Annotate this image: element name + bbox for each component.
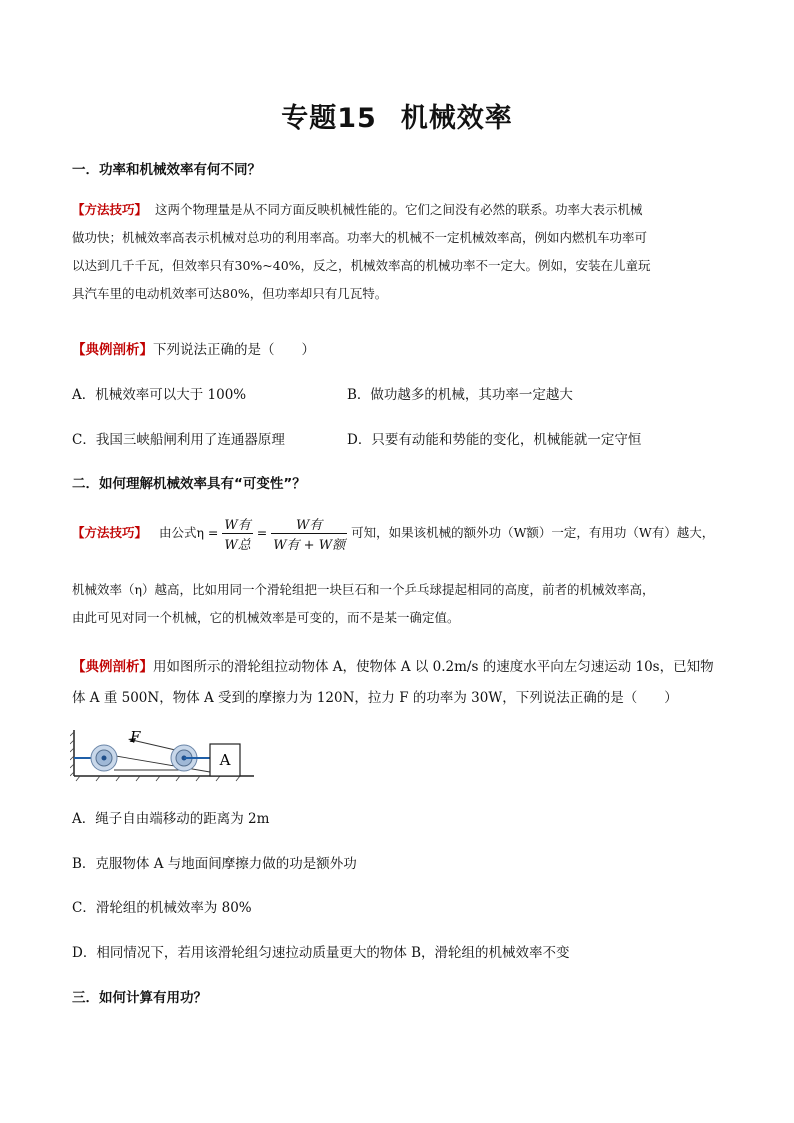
formula-eq: = bbox=[256, 525, 268, 540]
s1-option-d: D．只要有动能和势能的变化，机械能就一定守恒 bbox=[347, 432, 642, 448]
section-3-heading: 三．如何计算有用功？ bbox=[72, 990, 207, 1006]
s1-option-c: C．我国三峡船闸利用了连通器原理 bbox=[72, 432, 285, 448]
s2-example-text-1: 用如图所示的滑轮组拉动物体 A，使物体 A 以 0.2m/s 的速度水平向左匀速运动 10s，已知物 bbox=[153, 659, 714, 675]
s2-option-a: A．绳子自由端移动的距离为 2m bbox=[72, 811, 270, 827]
s2-formula-suffix: 可知，如果该机械的额外功（W额）一定，有用功（W有）越大， bbox=[351, 525, 715, 540]
pulley-figure bbox=[70, 726, 260, 782]
s1-example-tag: 【典例剖析】 bbox=[72, 342, 153, 358]
formula-frac1-den: W总 bbox=[224, 538, 251, 553]
s1-method-tag: 【方法技巧】 bbox=[72, 202, 148, 217]
block-a-label: A bbox=[219, 751, 231, 769]
s2-example-tag: 【典例剖析】 bbox=[72, 659, 153, 675]
s2-method-line-2: 由此可见对同一个机械，它的机械效率是可变的，而不是某一确定值。 bbox=[72, 610, 460, 625]
s1-example bbox=[72, 338, 315, 358]
s2-example-line-2: 体 A 重 500N，物体 A 受到的摩擦力为 120N，拉力 F 的功率为 30W，下列说法正确的是（ ） bbox=[72, 690, 678, 706]
s1-method-paragraph bbox=[72, 196, 724, 308]
title-main: 专题15 bbox=[281, 103, 377, 134]
s1-method-line-1: 这两个物理量是从不同方面反映机械性能的。它们之间没有必然的联系。功率大表示机械 bbox=[154, 202, 643, 217]
s1-example-text: 下列说法正确的是（ ） bbox=[153, 342, 315, 358]
page-title bbox=[0, 96, 794, 135]
title-sub: 机械效率 bbox=[400, 103, 513, 134]
s1-method-line-4: 具汽车里的电动机效率可达80%，但功率却只有几瓦特。 bbox=[72, 286, 388, 301]
fixed-pulley-hub bbox=[102, 756, 107, 761]
s2-option-b: B．克服物体 A 与地面间摩擦力做的功是额外功 bbox=[72, 856, 357, 872]
formula-fraction-1 bbox=[222, 514, 252, 553]
s2-option-d: D．相同情况下，若用该滑轮组匀速拉动质量更大的物体 B，滑轮组的机械效率不变 bbox=[72, 945, 570, 961]
section-1-heading: 一．功率和机械效率有何不同？ bbox=[72, 162, 261, 178]
s2-formula-line bbox=[72, 514, 714, 553]
s1-method-line-3: 以达到几千千瓦，但效率只有30%~40%，反之，机械效率高的机械功率不一定大。例如，安装在儿童玩 bbox=[72, 258, 651, 273]
force-label: F bbox=[130, 728, 141, 746]
s1-option-b: B．做功越多的机械，其功率一定越大 bbox=[347, 387, 573, 403]
formula-fraction-2 bbox=[271, 514, 347, 553]
formula-frac1-num: W有 bbox=[222, 514, 252, 534]
formula-frac2-den: W有 + W额 bbox=[273, 538, 346, 553]
s1-option-a: A．机械效率可以大于 100% bbox=[72, 387, 247, 403]
s2-formula-prefix: 由公式η = bbox=[158, 525, 219, 540]
s2-method-line-1: 机械效率（η）越高，比如用同一个滑轮组把一块巨石和一个乒乓球提起相同的高度，前者的机械效率高， bbox=[72, 582, 655, 597]
s2-method-paragraph bbox=[72, 576, 724, 632]
s2-method-tag: 【方法技巧】 bbox=[72, 525, 148, 540]
formula-frac2-num: W有 bbox=[271, 514, 347, 534]
s2-option-c: C．滑轮组的机械效率为 80% bbox=[72, 900, 252, 916]
s2-example-line-1 bbox=[72, 655, 714, 675]
section-2-heading: 二．如何理解机械效率具有“可变性”？ bbox=[72, 476, 306, 492]
s1-method-line-2: 做功快；机械效率高表示机械对总功的利用率高。功率大的机械不一定机械效率高，例如内燃机车功率可 bbox=[72, 230, 648, 245]
